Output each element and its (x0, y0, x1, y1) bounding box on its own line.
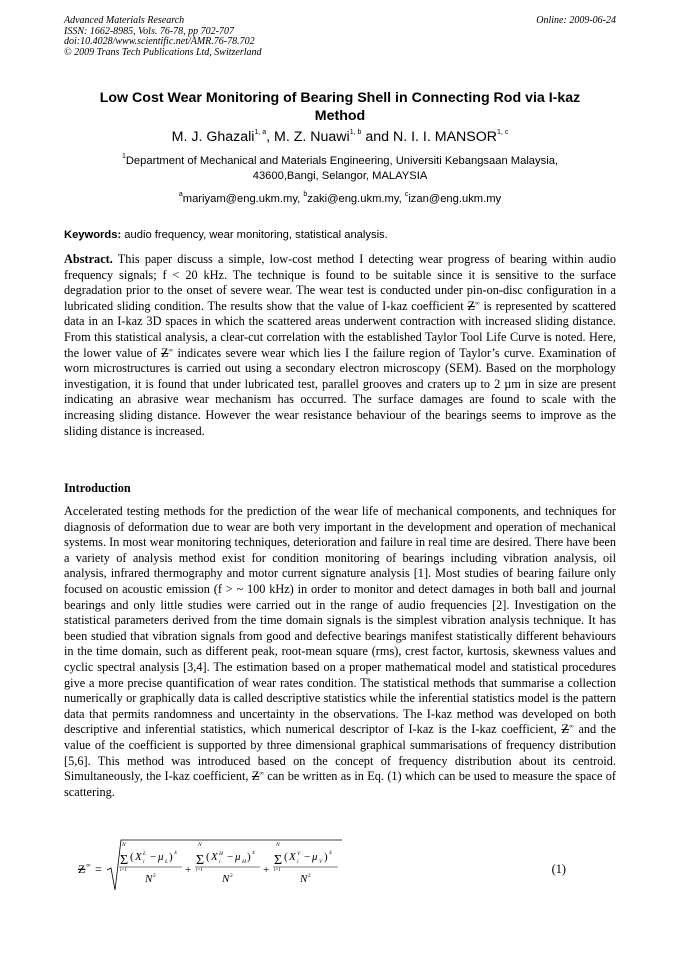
eq-equals: = (95, 862, 102, 876)
affiliation-line-2: 43600,Bangi, Selangor, MALAYSIA (252, 169, 428, 182)
eq-plus: + (263, 864, 270, 876)
eq-lhs-letter: Z (78, 862, 86, 876)
svg-text:−: − (150, 851, 157, 863)
svg-text:): ) (324, 851, 328, 863)
eq-lhs-sup: ∞ (86, 862, 91, 869)
equation-1 (64, 838, 616, 898)
svg-text:2: 2 (308, 873, 311, 879)
svg-text:N: N (300, 873, 308, 885)
email-sup: c (404, 191, 409, 199)
svg-text:Σ: Σ (274, 853, 283, 868)
author-separator: , (266, 129, 275, 145)
svg-text:N: N (198, 842, 202, 848)
email-sup: b (303, 191, 308, 199)
title-line-2: Method (314, 108, 366, 124)
introduction-heading: Introduction (64, 481, 131, 495)
svg-text:): ) (169, 851, 173, 863)
author-sup: 1, b (349, 129, 362, 137)
svg-text:N: N (122, 842, 126, 848)
title-line-1: Low Cost Wear Monitoring of Bearing Shell in Connecting Rod via I-kaz (99, 90, 581, 106)
email-sup: a (178, 191, 183, 199)
email-link[interactable]: zaki@eng.ukm.my (307, 193, 399, 205)
svg-text:4: 4 (329, 850, 332, 856)
journal-header (64, 16, 616, 58)
svg-text:): ) (247, 851, 251, 863)
abstract (64, 252, 616, 439)
intro-text-1: Accelerated testing methods for the prediction of the wear life of mechanical components, and techniques for diagnosis of deformation due to wear are both very important in the development and operation of mechanical systems. In most wear monitoring techniques, deterioration and failure in real time are desired. There have been a variety of analysis method exist for condition monitoring of bearings including vibration analysis, oil analysis, infrared thermography and motor current signature analysis [1]. Most studies of bearing failure only focused on acoustic emission (f > ~ 100 kHz) in order to monitor and detect damages in both ball and journal bearings and only little studies were carried out in the range of audio frequencies [2]. Investigation on the statistical parameters derived from the time domain signals is the simplest vibration analysis technique. It has been studied that vibration signals from good and defective bearings manifest statistically different behaviours in the time domain, such as different peak, root-mean square (rms), crest factor, kurtosis, skewness values and cyclic spectral analysis [3,4]. The estimation based on a proper mathematical model and statistical procedures give a more precise quantification of wear rates condition. The statistical methods that summarise a collection numerically or graphically data is called descriptive statistics while the inferential statistics model is the pattern data that permits randomness and uncertainty in the observations. The I-kaz method was developed on both descriptive and inferential statistics, which numerical descriptor of I-kaz is the I-kaz coefficient, (64, 504, 616, 737)
email-list (60, 192, 620, 206)
svg-text:i: i (143, 859, 145, 865)
email-separator: , (297, 193, 304, 205)
svg-text:X: X (135, 851, 142, 863)
svg-text:−: − (227, 851, 234, 863)
svg-text:i=1: i=1 (120, 868, 127, 873)
author-sup: 1, a (254, 129, 267, 137)
svg-text:4: 4 (174, 850, 177, 856)
svg-text:μ: μ (158, 851, 164, 863)
svg-text:V: V (297, 851, 301, 857)
svg-text:Σ: Σ (120, 853, 129, 868)
svg-text:V: V (319, 859, 323, 865)
abstract-text-1: This paper discuss a simple, low-cost method I detecting wear progress of bearing within audio frequency signals; f < 20 kHz. The technique is found to be suitable since it is sensitive to the surface degradation prior to the onset of severe wear. The wear test is conducted under pin-on-disc configuration in a lubricated sliding condition. The results show that the value of I-kaz coefficient (64, 252, 616, 313)
svg-text:2: 2 (153, 873, 156, 879)
author-name: M. J. Ghazali (171, 129, 255, 145)
abstract-text-2: is represented by scattered data in an I-kaz 3D spaces in which the scattered areas underwent contraction with increased sliding distance. From this statistical analysis, a clear-cut correlation with the established Taylor Tool Life Curve is noted. Here, the lower value of (64, 298, 616, 360)
author-list (60, 128, 620, 146)
keywords-text: audio frequency, wear monitoring, statistical analysis. (121, 229, 388, 241)
author-name: M. Z. Nuawi (274, 129, 350, 145)
introduction-body (64, 504, 616, 800)
email-link[interactable]: izan@eng.ukm.my (408, 193, 502, 205)
online-date: Online: 2009-06-24 (536, 15, 616, 26)
paper-title (60, 89, 620, 125)
ikaz-symbol: Z∞ (161, 345, 174, 360)
svg-text:i=1: i=1 (274, 868, 281, 873)
abstract-text-3: indicates severe wear which lies I the failure region of Taylor’s curve. Examination of worn microstructures is carried out using a secondary electron microscopy (SEM). Based on the morphology investigation, it is found that under lubricated test, parallel grooves and craters up to 2 µm in size are present indicating an abrasive wear mechanism has occurred. The surface damages are found to scale with the increasing sliding distance. However the wear resistance behaviour of the bearings seems to improve as the sliding distance is increased. (64, 345, 616, 438)
author-separator: and (361, 129, 393, 145)
email-separator: , (398, 193, 405, 205)
affiliation-sup: 1 (121, 153, 126, 161)
svg-text:(: ( (284, 851, 288, 863)
affiliation (60, 154, 620, 183)
issn-line: ISSN: 1662-8985, Vols. 76-78, pp 702-707 (64, 25, 234, 37)
copyright-line: © 2009 Trans Tech Publications Ltd, Switzerland (64, 46, 262, 58)
svg-text:4: 4 (252, 850, 255, 856)
affiliation-line-1: Department of Mechanical and Materials Engineering, Universiti Kebangsaan Malaysia, (125, 155, 559, 167)
intro-text-2: and the value of the coefficient is supported by three dimensional graphical summarisations of frequency distribution [5,6]. This method was introduced based on the concept of frequency distribution about its centroid. Simultaneously, the I-kaz coefficient, (64, 722, 616, 784)
svg-text:N: N (276, 842, 280, 848)
abstract-label: Abstract. (64, 252, 113, 266)
svg-text:Σ: Σ (196, 853, 205, 868)
svg-text:μ: μ (235, 851, 241, 863)
svg-text:2: 2 (230, 873, 233, 879)
svg-text:i: i (219, 859, 221, 865)
eq-term-3 (273, 842, 338, 885)
svg-text:L: L (165, 859, 169, 865)
svg-text:N: N (222, 873, 230, 885)
ikaz-symbol: Z∞ (561, 722, 574, 737)
keywords (64, 228, 616, 242)
doi-line: doi:10.4028/www.scientific.net/AMR.76-78.702 (64, 36, 255, 48)
svg-text:(: ( (130, 851, 134, 863)
svg-text:X: X (289, 851, 296, 863)
svg-text:(: ( (206, 851, 210, 863)
svg-text:H: H (219, 851, 223, 857)
equation-number: (1) (551, 862, 566, 876)
journal-name: Advanced Materials Research (64, 15, 185, 26)
svg-text:i: i (297, 859, 299, 865)
eq-term-1 (119, 842, 182, 885)
svg-text:N: N (145, 873, 153, 885)
svg-text:i=1: i=1 (196, 868, 203, 873)
eq-term-2 (195, 842, 260, 885)
author-sup: 1, c (497, 129, 509, 137)
eq-plus: + (185, 864, 192, 876)
ikaz-symbol: Z∞ (467, 298, 480, 313)
intro-text-3: can be written as in Eq. (1) which can be used to measure the space of scattering. (64, 769, 616, 799)
svg-text:μ: μ (312, 851, 318, 863)
ikaz-symbol: Z∞ (251, 769, 264, 784)
equation-graphic (64, 838, 564, 898)
svg-text:−: − (304, 851, 311, 863)
author-name: N. I. I. MANSOR (392, 129, 498, 145)
svg-text:X: X (211, 851, 218, 863)
svg-text:H: H (242, 859, 246, 865)
svg-text:L: L (143, 851, 147, 857)
email-link[interactable]: mariyam@eng.ukm.my (182, 193, 298, 205)
keywords-label: Keywords: (64, 229, 122, 241)
